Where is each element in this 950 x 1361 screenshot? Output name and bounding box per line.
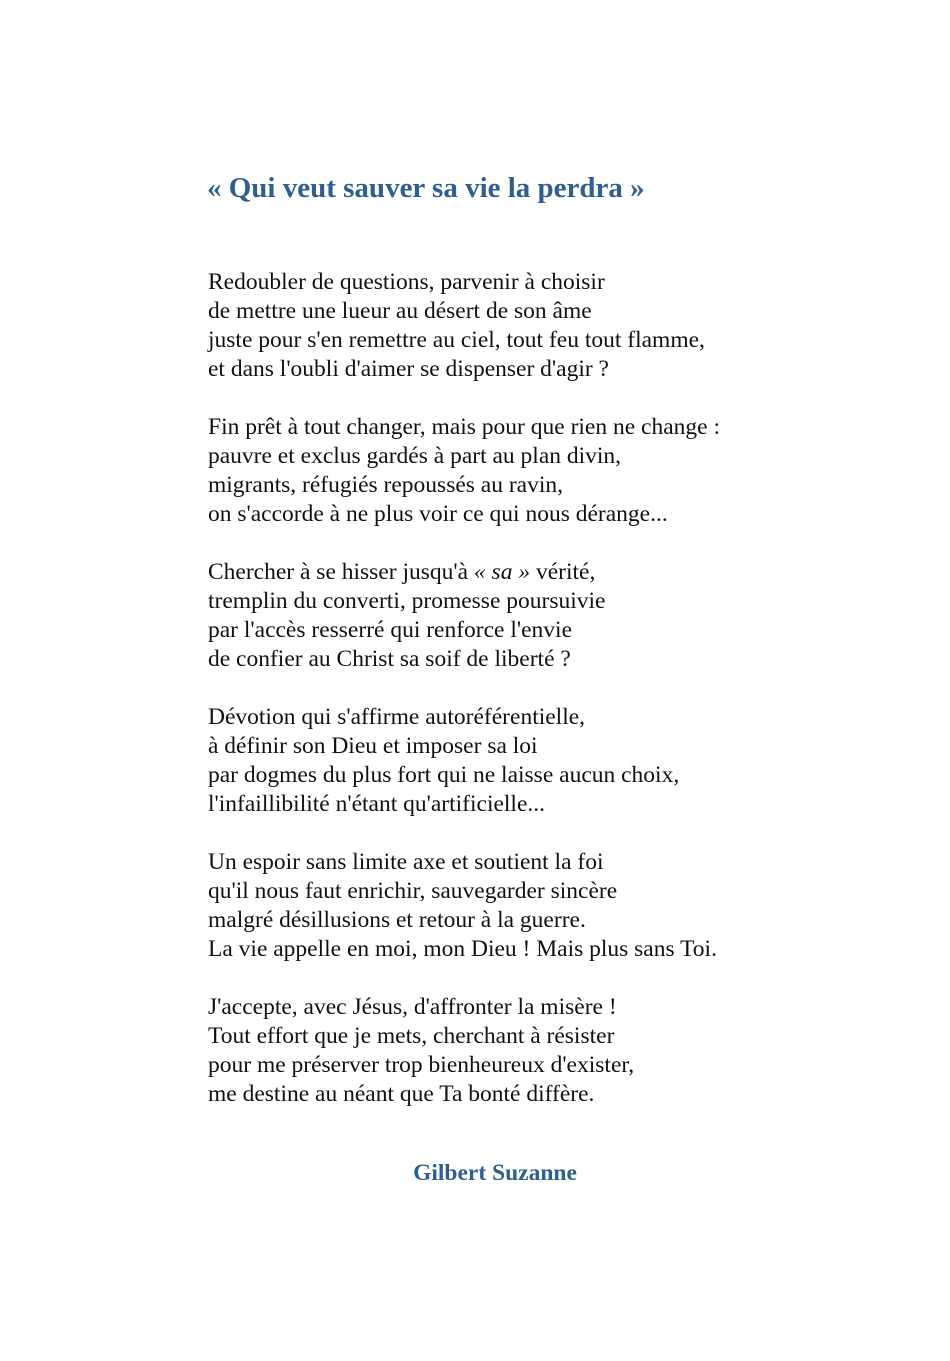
- poem-line: pour me préserver trop bienheureux d'exister,: [208, 1052, 635, 1078]
- poem-line: et dans l'oubli d'aimer se dispenser d'agir ?: [208, 356, 609, 382]
- author-signature: Gilbert Suzanne: [413, 1160, 577, 1186]
- stanza-6: [208, 993, 828, 1109]
- poem-line: de mettre une lueur au désert de son âme: [208, 298, 592, 324]
- stanza-2: [208, 413, 828, 529]
- poem-line: migrants, réfugiés repoussés au ravin,: [208, 472, 564, 498]
- poem-line: La vie appelle en moi, mon Dieu ! Mais plus sans Toi.: [208, 936, 717, 962]
- poem-line: malgré désillusions et retour à la guerre.: [208, 907, 586, 933]
- line-text: vérité,: [530, 559, 596, 585]
- poem-line: juste pour s'en remettre au ciel, tout feu tout flamme,: [208, 327, 705, 353]
- stanza-5: [208, 848, 828, 964]
- poem-line: de confier au Christ sa soif de liberté ?: [208, 646, 571, 672]
- stanza-1: [208, 268, 828, 384]
- poem-line: Redoubler de questions, parvenir à choisir: [208, 269, 605, 295]
- poem-line: me destine au néant que Ta bonté diffère.: [208, 1081, 595, 1107]
- poem-line: Un espoir sans limite axe et soutient la foi: [208, 849, 604, 875]
- emphasized-word: « sa »: [473, 559, 531, 585]
- stanza-3: [208, 558, 828, 674]
- poem-line: qu'il nous faut enrichir, sauvegarder sincère: [208, 878, 618, 904]
- poem-line: Fin prêt à tout changer, mais pour que rien ne change :: [208, 414, 720, 440]
- poem-line: l'infaillibilité n'étant qu'artificielle...: [208, 791, 546, 817]
- poem-line: tremplin du converti, promesse poursuivie: [208, 588, 606, 614]
- stanza-4: [208, 703, 828, 819]
- line-text: Chercher à se hisser jusqu'à: [208, 559, 474, 585]
- poem-title: « Qui veut sauver sa vie la perdra »: [207, 172, 645, 204]
- poem-line: par dogmes du plus fort qui ne laisse aucun choix,: [208, 762, 680, 788]
- poem-line: on s'accorde à ne plus voir ce qui nous dérange...: [208, 501, 668, 527]
- poem-line: à définir son Dieu et imposer sa loi: [208, 733, 538, 759]
- poem-line: Tout effort que je mets, cherchant à résister: [208, 1023, 615, 1049]
- poem-line: par l'accès resserré qui renforce l'envie: [208, 617, 573, 643]
- poem-body: [208, 268, 828, 1138]
- poem-line-with-emphasis: [208, 558, 828, 587]
- poem-line: Dévotion qui s'affirme autoréférentielle,: [208, 704, 586, 730]
- poem-line: J'accepte, avec Jésus, d'affronter la misère !: [208, 994, 617, 1020]
- poem-line: pauvre et exclus gardés à part au plan divin,: [208, 443, 622, 469]
